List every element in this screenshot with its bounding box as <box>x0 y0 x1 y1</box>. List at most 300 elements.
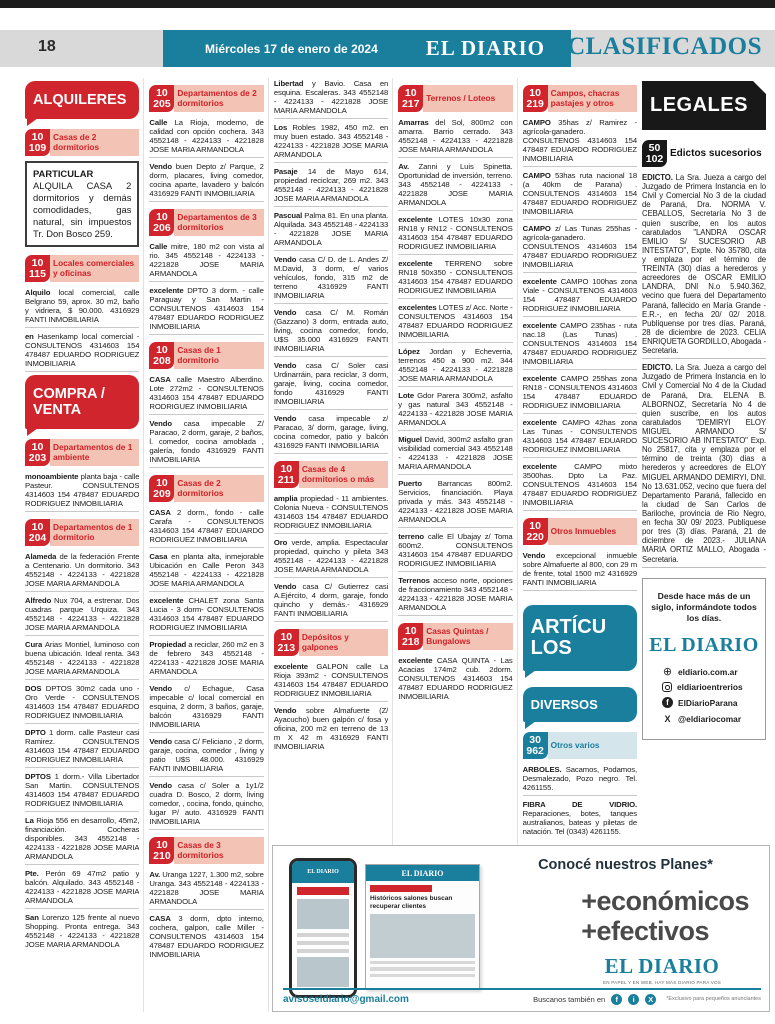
classified-ad <box>523 117 637 167</box>
category-code-top: 10 <box>529 520 541 533</box>
ad-body: planta baja - calle Pasteur. CONSULTENOS 4314603 154 478487 EDUARDO RODRIGUEZ INMOBILIARIA <box>25 472 140 509</box>
ad-body: CAMPO 255has zona RN18 - CONSULTENOS 4314603 154 478487 EDUARDO RODRIGUEZ INMOBILIARIA <box>522 374 638 411</box>
promo-tagline: Desde hace más de un siglo, informándote todos los días. <box>651 590 757 623</box>
category-code-bottom: 203 <box>28 452 47 465</box>
column-2 <box>143 78 263 1012</box>
ad-body: DPTO 3 dorm. - calle Paraguay y San Martin - CONSULTENOS 4314603 154 478487 EDUARDO RODRIGUEZ INMOBILIARIA <box>149 286 264 332</box>
category-code-bottom: 109 <box>28 142 47 155</box>
el-diario-promo-box <box>642 578 766 741</box>
category-code-top: 10 <box>156 344 168 357</box>
classified-ad <box>25 595 139 636</box>
ad-lead: Vendo <box>149 162 172 172</box>
ad-body: Nux 704, a estrenar. Dos cuadras parque Urquiza. 343 4552148 - 4224133 - 4221828 JOSE MARIA ARMANDOLA <box>25 596 140 633</box>
ad-lead: Pascual <box>273 211 303 220</box>
ad-body: CAMPO 235has - ruta nac.18 (Las Tunas) . CONSULTENOS 4314603 154 478487 EDUARDO RODRIGUEZ INMOBILIARIA <box>522 321 638 367</box>
classified-ad <box>523 461 637 511</box>
classified-ad <box>149 869 263 910</box>
classified-ad <box>523 170 637 220</box>
category-code-top: 30 <box>529 734 541 747</box>
category-code-bottom: 962 <box>526 745 544 758</box>
ad-lead: CAMPO <box>522 171 551 181</box>
category-code-top: 10 <box>156 211 168 224</box>
category-label: Locales comerciales y oficinas <box>50 255 139 282</box>
ad-body: 3 dorm, dpto interno, cochera, galpon, calle Miller - CONSULTENOS 4314603 154 478487 EDUARDO RODRIGUEZ INMOBILIARIA <box>149 914 264 960</box>
category-label: Terrenos / Loteos <box>423 85 512 112</box>
ad-lead: Miguel <box>398 435 422 445</box>
ad-body: z/ Las Tunas 255has - agrícola-ganadero. CONSULTENOS 4314603 154 478487 EDUARDO RODRIGUEZ INMOBILIARIA <box>522 224 638 270</box>
x-icon <box>662 713 673 724</box>
ad-body: CAMPO 42has zona Las Tunas - CONSULTENOS 4314603 154 478487 EDUARDO RODRIGUEZ INMOBILIARIA <box>522 418 638 455</box>
category-label: Otros varios <box>548 732 637 759</box>
classified-ad <box>642 362 766 567</box>
promo-link-x <box>662 713 760 724</box>
phone-screen-photo <box>297 957 349 987</box>
classified-ad <box>274 537 388 578</box>
category-code-top: 10 <box>31 521 44 534</box>
classified-ad <box>274 122 388 163</box>
classified-ad <box>25 912 139 952</box>
ad-lead: PARTICULAR <box>33 168 94 180</box>
ad-lead: La <box>25 816 34 826</box>
section-header: ALQUILERES <box>25 81 139 119</box>
instagram-icon <box>662 682 672 692</box>
ad-body: 2 dorm., fondo - calle Carafa - CONSULTENOS 4314603 154 478487 EDUARDO RODRIGUEZ INMOBILIARIA <box>149 508 264 545</box>
phone-screen-photo <box>297 899 349 929</box>
classified-ad <box>149 639 263 680</box>
ad-lead: CAMPO <box>522 118 551 128</box>
ad-body: y Bavio. Casa en esquina. Escaleras. 343 4552148 - 4224133 - 4221828 JOSE MARIA ARMANDOLA <box>273 79 389 115</box>
category-code-badge <box>25 519 50 546</box>
category-header <box>25 129 139 156</box>
classified-ad <box>523 764 637 796</box>
ad-lead: Libertad <box>273 79 304 88</box>
classified-ad <box>149 913 263 962</box>
phone-mockup-image <box>289 858 357 998</box>
classified-ad <box>25 161 139 247</box>
el-diario-slogan: EN PAPEL Y EN WEB, HAY MÁS DIARIO PARA VOS <box>603 980 722 985</box>
ad-lead: excelente <box>522 277 557 287</box>
classified-ad <box>274 705 388 754</box>
ad-body: 1 dorm. calle Pasteur casi Ramirez. CONSULTENOS 4314603 154 478487 EDUARDO RODRIGUEZ INMOBILIARIA <box>25 728 140 765</box>
ad-lead: Pte. <box>25 869 39 879</box>
ad-body: casa C/ M. Román (Gazzano) 3 dorm, entrada auto, living, cocina comedor, fondo, U$S 35.000 4316929 FANTI INMOBILIARIA <box>273 308 389 353</box>
ad-body: Barrancas 800m2. Servicios, financiación. Playa privada y más. 343 4552148 - 4224133 - 4221828 JOSE MARIA ARMANDOLA <box>398 479 513 525</box>
promo-link-instagram <box>662 682 760 692</box>
ad-body: casa C/ Feliciano , 2 dorm, garaje, cocina, comedor , living y patio U$S 48.000. 4316929 FANTI INMOBILIARIA <box>149 737 264 774</box>
category-header <box>25 439 139 466</box>
category-header <box>523 85 637 112</box>
classified-ad <box>149 161 263 202</box>
category-code-bottom: 204 <box>28 532 47 545</box>
category-code-badge <box>274 461 299 488</box>
ad-body: La Sra. Jueza a cargo del Juzgado de Primera Instancia en lo Civil y Comercial No 3 de la ciudad de Paraná, Dra. NORMA V. CEBALLOS, Secretaría No 3 de quien suscribe, en los autos caratulados "LANDRA OSCAR EMILIO S/ SUCESORIO AB INTESTATO", Expte. No 35780, cita y emplaza por el término de TREINTA (30) días a herederos y acreedores de OSCAR EMILIO LANDRA, DNI N.o 5.940.362, vecino que fuera del Departamento Paraná, fallecido en María Grande -E.R.-, en fecha 20/ 02/ 2018. Publíquense por tres días. Paraná, 28 de diciembre de 2023. CELIA ENRIQUETA GORDILLO, Abogada - Secretaria. <box>642 173 766 356</box>
category-header <box>25 519 139 546</box>
classified-ad <box>274 210 388 251</box>
ad-lead: CASA <box>149 508 171 518</box>
ad-body: David, 300m2 asfalto gran visibilidad comercial 343 4552148 - 4224133 - 4221828 JOSE MARIA ARMANDOLA <box>398 435 513 472</box>
ad-body: TERRENO sobre RN18 50x350 - CONSULTENOS 4314603 154 478487 EDUARDO RODRIGUEZ INMOBILIARIA <box>398 259 513 296</box>
ad-lead: Lote <box>398 391 415 401</box>
promo-link-web <box>662 666 760 677</box>
category-code-top: 10 <box>31 257 44 270</box>
promo-link-label: eldiario.com.ar <box>678 666 738 677</box>
masthead: EL DIARIO <box>425 36 545 60</box>
promo-link-facebook <box>662 697 760 708</box>
ad-body: de la federación Frente a Centenario. Un dormitorio. 343 4552148 - 4224133 - 4221828 JOSE MARIA ARMANDOLA <box>25 552 140 589</box>
ad-lead: excelente <box>398 656 433 666</box>
category-code-bottom: 219 <box>526 98 544 111</box>
ad-lead: DOS <box>25 684 42 694</box>
ad-body: casa impecable z/ Paracao, 3/ dorm, garage, living, cocina comedor, patio y balcón 4316929 FANTI INMOBILIARIA <box>273 414 389 450</box>
classified-ad <box>25 815 139 865</box>
category-code-bottom: 211 <box>277 474 295 487</box>
ad-lead: excelente <box>522 418 557 428</box>
ad-body: verde, amplia. Espectacular propiedad, quincho y pileta 343 4552148 - 4224133 - 4221828 JOSE MARIA ARMANDOLA <box>273 538 389 575</box>
newspaper-textline <box>370 967 475 971</box>
ad-lead: DPTO <box>25 728 46 738</box>
promo-link-label: @eldiariocomar <box>678 713 742 724</box>
ad-lead: terreno <box>398 532 425 542</box>
banner-el-diario-logo <box>603 954 721 985</box>
x-icon: X <box>645 994 656 1005</box>
ad-lead: Cura <box>25 640 43 650</box>
category-header <box>523 518 637 545</box>
classified-ad <box>25 551 139 592</box>
globe-icon <box>662 666 673 677</box>
category-code-top: 10 <box>156 477 168 490</box>
category-code-badge <box>523 732 548 759</box>
el-diario-logo: EL DIARIO <box>649 634 759 657</box>
category-code-badge <box>274 629 299 656</box>
classified-ad <box>25 639 139 680</box>
classified-ad <box>398 302 512 343</box>
header-bar <box>163 30 571 67</box>
category-label: Edictos sucesorios <box>667 140 766 167</box>
newspaper-masthead: EL DIARIO <box>366 865 479 881</box>
ad-body: casa c/ Soler a 1y1/2 cuadra D. Bosco, 2 dorm, living comedor, , cocina, fondo, quincho, lugar P/ auto. 4316929 FANTI INMOBILIARIA <box>149 781 264 827</box>
banner-headline: Conocé nuestros Planes* <box>538 857 713 873</box>
ad-lead: Vendo <box>522 551 546 561</box>
ad-body: casa impecable Z/ Paracao, 2 dorm, garaje, 2 baños, l. comedor, cocina amoblada , galería, fondo 4316929 FANTI INMOBILIARIA <box>149 419 264 465</box>
category-code-bottom: 218 <box>401 636 420 649</box>
classified-ad <box>642 172 766 359</box>
ad-lead: San <box>25 913 39 923</box>
promo-link-label: ElDiarioParana <box>678 697 738 708</box>
classified-ad <box>25 331 139 372</box>
category-code-top: 10 <box>156 87 168 99</box>
contact-email: avisoseldiario@gmail.com <box>283 993 409 1005</box>
classified-ad <box>149 241 263 282</box>
category-code-top: 10 <box>280 631 293 644</box>
classified-ad <box>398 346 512 387</box>
ad-body: Sacamos, Podamos, Desmalezado, Pozo negro. Tel. 4261155. <box>522 765 638 793</box>
phone-screen-textline <box>297 933 349 937</box>
classified-ad <box>149 285 263 335</box>
category-label: Departamentos de 2 dormitorios <box>174 85 263 112</box>
ad-body: calle El Ubajay z/ Toma 600m2. CONSULTENOS 4314603 154 478487 EDUARDO RODRIGUEZ INMOBILIARIA <box>398 532 513 569</box>
ad-body: local comercial, calle Belgrano 59, aprox. 30 m2, baño y vidriera, $ 90.000. 4316929 FANTI INMOBILIARIA <box>25 288 140 325</box>
plan-efectivos: +efectivos <box>581 916 710 947</box>
page-header <box>0 30 775 67</box>
classified-ad <box>149 683 263 733</box>
ad-lead: Vendo <box>273 582 297 592</box>
classified-ad <box>274 493 388 534</box>
classified-ad <box>398 390 512 431</box>
ad-lead: excelente <box>398 215 433 225</box>
classified-ad <box>274 581 388 622</box>
newspaper-textline <box>370 961 475 965</box>
promo-link-label: eldiarioentrerios <box>677 682 743 693</box>
ad-body: del Sol, 800m2 con amarra. Barrio cerrado. 343 4552148 - 4224133 - 4221828 JOSE MARIA ARMANDOLA <box>398 118 513 155</box>
ad-lead: excelente <box>522 462 557 472</box>
section-header: ARTÍCULOS <box>523 605 637 671</box>
ad-body: casa C/ Gutierrez casi A.Ejército, 4 dorm, garaje, fondo quincho y demás.- 4316929 FANTI INMOBILIARIA <box>273 582 389 619</box>
ad-body: CHALET zona Santa Lucia - 3 dorm- CONSULTENOS 4314603 154 478487 EDUARDO RODRIGUEZ INMOBILIARIA <box>149 596 264 633</box>
newspaper-photo <box>370 914 475 958</box>
classified-ad <box>25 683 139 724</box>
section-header-legales: LEGALES <box>642 81 766 130</box>
ad-body: Palma 81. En una planta. Alquilada. 343 4552148 - 4224133 - 4221828 JOSE MARIA ARMANDOLA <box>273 211 389 247</box>
classified-ad <box>398 478 512 528</box>
classified-ad <box>25 868 139 909</box>
category-label: Casas de 1 dormitorio <box>174 342 263 369</box>
category-code-bottom: 208 <box>153 355 171 368</box>
category-header <box>523 732 637 759</box>
category-label: Departamentos de 1 dormitorio <box>50 519 139 546</box>
ad-lead: Calle <box>149 242 168 252</box>
category-header <box>149 837 263 864</box>
category-header <box>642 140 766 167</box>
category-code-bottom: 213 <box>277 642 296 655</box>
section-header: COMPRA / VENTA <box>25 375 139 429</box>
classified-ad <box>274 413 388 454</box>
ad-body: calle Maestro Alberdino. Lote 272m2 - CONSULTENOS 4314603 154 478487 EDUARDO RODRIGUEZ INMOBILIARIA <box>149 375 264 412</box>
category-label: Casas Quintas / Bungalows <box>423 623 512 650</box>
ad-body: buen Depto z/ Parque, 2 dorm, placares, living comedor, cocina aparte, lavadero y balcón 4316929 FANTI INMOBILIARIA <box>149 162 264 199</box>
ad-lead: Alfredo <box>25 596 52 606</box>
ad-body: Jordan y Echeverria, terrenos 450 a 900 m2. 344 4552148 - 4224133 - 4221828 JOSE MARIA ARMANDOLA <box>398 347 513 384</box>
classified-ad <box>149 736 263 777</box>
classified-ad <box>274 78 388 119</box>
category-label: Casas de 2 dormitorios <box>50 129 139 156</box>
category-header <box>274 629 388 656</box>
ad-lead: excelente <box>273 662 308 672</box>
classified-ad <box>398 531 512 572</box>
ad-lead: Vendo <box>273 308 297 317</box>
ad-lead: Alquilo <box>25 288 51 298</box>
classified-ad <box>274 360 388 410</box>
ad-body: CASA QUINTA - Las Acacias 174m2 cub. 2dorm. CONSULTENOS 4314603 154 478487 EDUARDO RODRIGUEZ INMOBILIARIA <box>398 656 513 702</box>
phone-screen-textline <box>297 941 349 945</box>
category-code-badge <box>523 85 548 112</box>
ad-body: sobre Almafuerte (Z/ Ayacucho) buen galpón c/ fosa y oficina, 200 m2 en terreno de 13 m X 42 m 4316929 FANTI INMOBILIARIA <box>273 706 389 752</box>
category-code-badge <box>149 837 174 864</box>
ad-lead: ARBOLES. <box>522 765 562 775</box>
ad-body: Lorenzo 125 frente al nuevo Shopping. Pronta entrega. 343 4552148 - 4224133 - 4221828 JOSE MARIA ARMANDOLA <box>25 913 140 950</box>
category-code-badge <box>25 255 50 282</box>
newspaper-textline <box>370 974 475 978</box>
category-code-top: 10 <box>156 839 168 852</box>
section-title: CLASIFICADOS <box>567 33 762 60</box>
ad-lead: monoambiente <box>25 472 79 482</box>
ad-body: c/ Echague, Casa impecable c/ local comercial en esquina, 2 dorm, 3 baños, garaje, balcón 4316929 FANTI INMOBILIARIA <box>149 684 264 730</box>
plan-economicos: +económicos <box>581 886 749 916</box>
ad-lead: DPTOS <box>25 772 51 782</box>
ad-lead: Vendo <box>149 781 172 791</box>
category-label: Casas de 4 dormitorios o más <box>299 461 388 488</box>
ad-lead: Vendo <box>149 737 172 747</box>
category-code-bottom: 220 <box>526 531 544 544</box>
category-header <box>149 209 263 236</box>
category-code-bottom: 102 <box>645 153 664 166</box>
classified-ad <box>274 166 388 207</box>
category-label: Casas de 3 dormitorios <box>174 837 263 864</box>
ad-lead: Calle <box>149 118 168 128</box>
classified-ad <box>149 418 263 468</box>
ad-lead: excelente <box>522 321 557 331</box>
ad-lead: en <box>25 332 34 342</box>
page-number: 18 <box>38 38 56 55</box>
ad-lead: excelente <box>522 374 557 384</box>
ad-lead: Av. <box>149 870 161 880</box>
banner-footnote: *Exclusivo para pequeños anunciantes <box>666 996 761 1002</box>
ad-lead: Vendo <box>273 706 297 716</box>
facebook-icon <box>662 697 673 708</box>
classified-ad <box>523 550 637 591</box>
category-code-bottom: 205 <box>153 98 171 111</box>
ad-body: Arias Montiel, luminoso con buena ubicación. Ideal renta. 343 4552148 - 4224133 - 4221828 JOSE MARIA ARMANDOLA <box>25 640 140 677</box>
ad-lead: López <box>398 347 420 357</box>
category-header <box>149 342 263 369</box>
category-header <box>398 623 512 650</box>
print-margin-strip <box>0 0 775 8</box>
ad-body: en planta alta, inmejorable Ubicación en Calle Peron 343 4552148 - 4224133 - 4221828 JOSE MARIA ARMANDOLA <box>149 552 264 589</box>
category-code-bottom: 206 <box>153 222 171 235</box>
ad-lead: CAMPO <box>522 224 551 234</box>
classified-ad <box>149 595 263 636</box>
ad-lead: Los <box>273 123 288 132</box>
ad-lead: excelente <box>149 286 184 296</box>
ad-body: 53has ruta nacional 18 (a 40km de Parana) . CONSULTENOS 4314603 154 478487 EDUARDO RODRIGUEZ INMOBILIARIA <box>522 171 638 217</box>
ad-body: DPTOS 30m2 cada uno - Oro Verde - CONSULTENOS 4314603 154 478487 EDUARDO RODRIGUEZ INMOBILIARIA <box>25 684 140 721</box>
ad-lead: Av. <box>398 162 410 172</box>
social-label: Buscanos también en <box>533 994 606 1004</box>
category-code-badge <box>149 85 174 112</box>
category-code-badge <box>25 129 50 156</box>
classified-ad <box>523 223 637 273</box>
category-header <box>25 255 139 282</box>
ad-lead: EDICTO. <box>642 363 673 373</box>
category-header <box>149 85 263 112</box>
ad-body: a reciclar, 260 m2 en 3 de febrero 343 4552148 - 4224133 - 4221828 JOSE MARIA ARMANDOLA <box>149 640 264 677</box>
header-date: Miércoles 17 de enero de 2024 <box>205 41 378 56</box>
ad-lead: Alameda <box>25 552 57 562</box>
category-header <box>274 461 388 488</box>
column-1 <box>25 78 139 1012</box>
ad-body: CAMPO mixto 3500has. Dpto La Paz. CONSULTENOS 4314603 154 478487 EDUARDO RODRIGUEZ INMOBILIARIA <box>522 462 638 508</box>
phone-screen-banner <box>297 887 349 895</box>
ad-body: mitre, 180 m2 con vista al rio. 345 4552148 - 4224133 - 4221828 JOSE MARIA ARMANDOLA <box>149 242 264 279</box>
classified-ad <box>149 117 263 158</box>
category-code-bottom: 217 <box>401 98 420 111</box>
ad-lead: CASA <box>149 914 171 924</box>
category-label: Otros Inmuebles <box>548 518 637 545</box>
ad-body: LOTES 10x30 zona RN18 y RN12 - CONSULTENOS 4314603 154 478487 EDUARDO RODRIGUEZ INMOBILIARIA <box>398 215 513 252</box>
ad-lead: Casa <box>149 552 168 562</box>
classified-ad <box>398 434 512 475</box>
classified-ad <box>398 575 512 616</box>
ad-body: ALQUILA CASA 2 dormitorios y demás comodidades, gas natural, sin impuestos Tr. Don Bosco 259. <box>33 180 132 240</box>
ad-body: Reparaciones, botes, tanques australianos, bateas y piletas de natación. Tel (0343) 4261155. <box>522 809 638 837</box>
phone-screen-masthead: EL DIARIO <box>292 861 354 883</box>
classified-ad <box>398 161 512 211</box>
ad-body: Zanni y Luis Spinetta. Oportunidad de inversión, terreno. 343 4552148 - 4224133 - 4221828 JOSE MARIA ARMANDOLA <box>398 162 513 208</box>
classified-ad <box>25 771 139 812</box>
category-code-top: 10 <box>404 625 417 638</box>
ad-lead: Pasaje <box>273 167 298 176</box>
category-code-badge <box>398 85 423 112</box>
ad-body: La Sra. Jueza a cargo del Juzgado de Primera Instancia en lo Civil y Comercial No 4 de la Ciudad de Paraná, Dra. ELENA B. ALBORNOZ, Secretaría No 4 de quien suscribe, en los autos caratulados "DEMIRYI ELOY MIGUEL ARMANDO S/ SUCESORIO AB INTESTATO" Exp. No 25817, cita y emplaza por el término de treinta (30) días a herederos y acreedores de ELOY MIGUEL ARMANDO DEMIRYI, DNI. No 13.631.052, vecino que fuera del Departamento Paraná, fallecido en la ciudad de San Carlos de Bariloche, provincia de Rio Negro, en fecha 30/ 09/ 2023. Publíquese por tres (3) días. Paraná, 21 de diciembre de 2023.- JULIANA MARIA ORTIZ MALLO, Abogada - Secretaria. <box>642 363 766 564</box>
category-code-bottom: 209 <box>153 488 171 501</box>
ad-lead: Vendo <box>273 414 297 423</box>
ad-body: 35has z/ Ramirez - agrícola-ganadero. CONSULTENOS 4314603 154 478487 EDUARDO RODRIGUEZ INMOBILIARIA <box>522 118 638 164</box>
ad-body: 14 de Mayo 614, propiedad reciclcar, 269 m2. 343 4552148 - 4224133 - 4221828 JOSE MARIA ARMANDOLA <box>273 167 389 203</box>
category-code-badge <box>149 342 174 369</box>
category-code-top: 10 <box>31 441 44 454</box>
category-header <box>149 475 263 502</box>
ad-body: LOTES z/ Acc. Norte - CONSULTENOS 4314603 154 478487 EDUARDO RODRIGUEZ INMOBILIARIA <box>398 303 513 340</box>
ad-lead: EDICTO. <box>642 173 673 183</box>
ad-body: GALPON calle La Rioja 393m2 - CONSULTENOS 4314603 154 478487 EDUARDO RODRIGUEZ INMOBILIARIA <box>273 662 389 699</box>
ad-body: Perón 69 47m2 patio y balcón. Alquilado. 343 4552148 - 4224133 - 4221828 JOSE MARIA ARMANDOLA <box>25 869 140 906</box>
category-code-badge <box>642 140 667 167</box>
ad-lead: excelentes <box>398 303 437 313</box>
ad-body: Uranga 1227, 1.300 m2, sobre Uranga. 343 4552148 - 4224133 - 4221828 JOSE MARIA ARMANDOLA <box>149 870 264 907</box>
category-label: Campos, chacras pastajes y otros <box>548 85 637 112</box>
newspaper-red-strip <box>370 885 432 892</box>
classified-ad <box>25 287 139 328</box>
category-code-bottom: 210 <box>153 850 171 863</box>
category-label: Departamentos de 3 dormitorios <box>174 209 263 236</box>
banner-plans-text <box>581 886 749 946</box>
ad-body: casa C/ D. de L. Andes Z/ M.David, 3 dorm, e/ varios vehículos, fondo, 315 m2 de terreno 4316929 FANTI INMOBILIARIA <box>273 255 389 300</box>
edictos-list <box>642 172 766 568</box>
classified-ad <box>523 320 637 370</box>
category-code-top: 50 <box>648 142 661 154</box>
ad-body: CAMPO 100has zona Viale - CONSULTENOS 4314603 154 478487 EDUARDO RODRIGUEZ INMOBILIARIA <box>522 277 638 314</box>
classified-ad <box>523 276 637 317</box>
category-code-badge <box>149 209 174 236</box>
classified-ad <box>149 780 263 830</box>
category-code-top: 10 <box>31 131 44 143</box>
classified-ad <box>25 727 139 768</box>
section-header: DIVERSOS <box>523 687 637 722</box>
subscription-ad-banner <box>272 845 770 1012</box>
category-code-bottom: 115 <box>29 268 46 281</box>
classified-ad <box>398 117 512 158</box>
promo-links <box>648 666 760 724</box>
ad-body: acceso norte, opciones de fraccionamiento 343 4552148 - 4224133 - 4221828 JOSE MARIA ARMANDOLA <box>398 576 513 613</box>
newspaper-headline: Históricos salones buscan recuperar clientes <box>370 895 453 910</box>
category-label: Depósitos y galpones <box>299 629 388 656</box>
category-label: Departamentos de 1 ambiente <box>50 439 139 466</box>
category-code-top: 10 <box>404 87 417 99</box>
phone-screen-textline <box>297 949 349 953</box>
ad-lead: Terrenos <box>398 576 430 586</box>
ad-lead: excelente <box>398 259 433 269</box>
ad-lead: CASA <box>149 375 171 385</box>
newspaper-mockup-image <box>365 864 480 990</box>
